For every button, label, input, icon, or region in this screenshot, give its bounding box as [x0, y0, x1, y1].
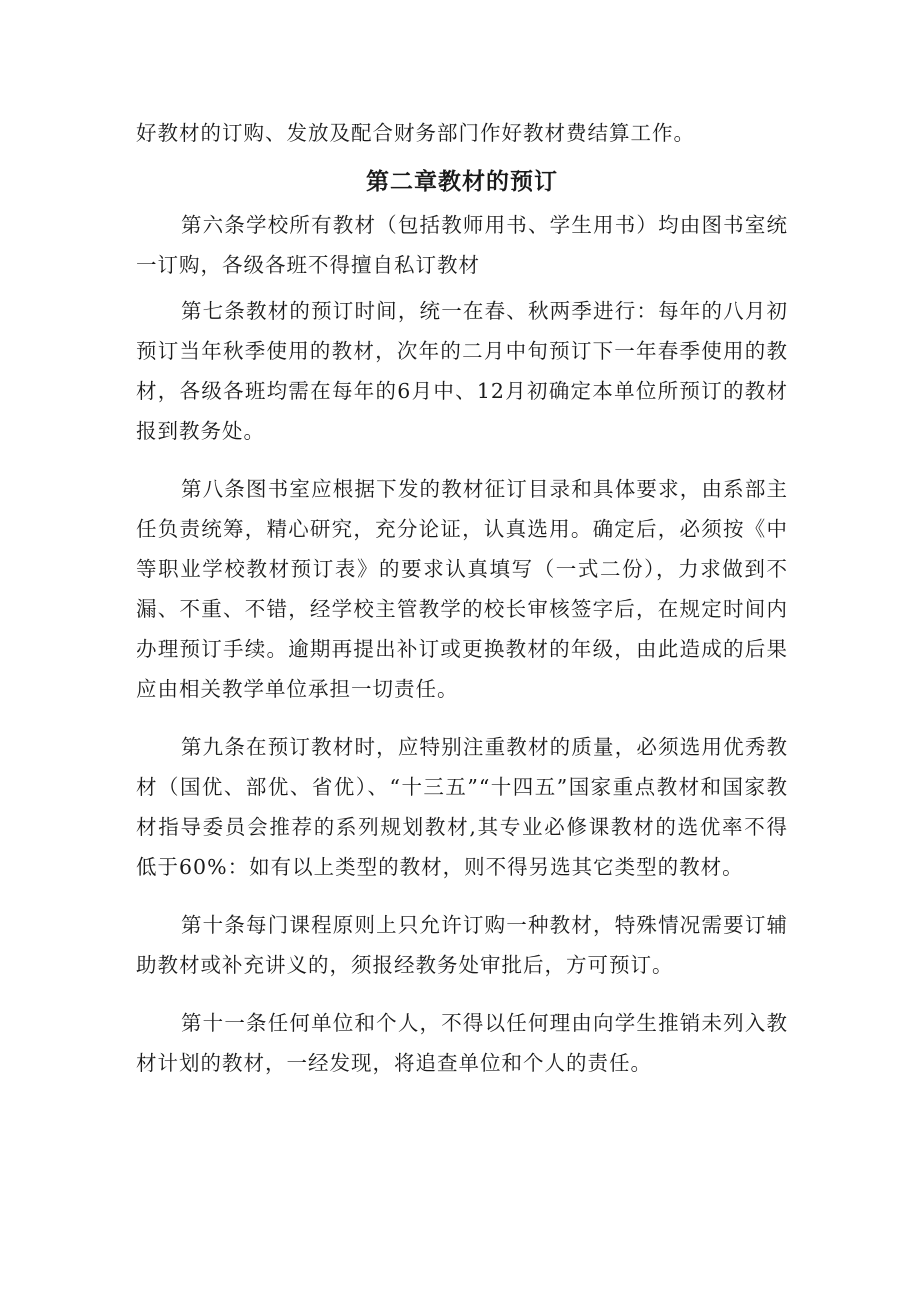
chapter-title: 第二章教材的预订 — [366, 169, 558, 195]
article-6-paragraph: 第六条学校所有教材（包括教师用书、学生用书）均由图书室统一订购，各级各班不得擅自私订教材 — [136, 213, 788, 277]
article-10-paragraph: 第十条每门课程原则上只允许订购一种教材，特殊情况需要订辅助教材或补充讲义的，须报经教务处审批后，方可预订。 — [136, 913, 788, 977]
document-page — [136, 113, 788, 1083]
article-7-paragraph: 第七条教材的预订时间，统一在春、秋两季进行：每年的八月初预订当年秋季使用的教材，次年的二月中旬预订下一年春季使用的教材，各级各班均需在每年的6月中、12月初确定本单位所预订的教材报到教务处。 — [136, 299, 788, 443]
intro-paragraph: 好教材的订购、发放及配合财务部门作好教材费结算工作。 — [136, 121, 695, 145]
article-11-paragraph: 第十一条任何单位和个人，不得以任何理由向学生推销未列入教材计划的教材，一经发现，将追查单位和个人的责任。 — [136, 1011, 788, 1075]
article-8-paragraph: 第八条图书室应根据下发的教材征订目录和具体要求，由系部主任负责统筹，精心研究，充分论证，认真选用。确定后，必须按《中等职业学校教材预订表》的要求认真填写（一式二份），力求做到不漏、不重、不错，经学校主管教学的校长审核签字后，在规定时间内办理预订手续。逾期再提出补订或更换教材的年级，由此造成的后果应由相关教学单位承担一切责任。 — [136, 477, 788, 701]
article-9-paragraph: 第九条在预订教材时，应特别注重教材的质量，必须选用优秀教材（国优、部优、省优）、“十三五”“十四五”国家重点教材和国家教材指导委员会推荐的系列规划教材,其专业必修课教材的选优率不得低于60%：如有以上类型的教材，则不得另选其它类型的教材。 — [136, 735, 788, 879]
